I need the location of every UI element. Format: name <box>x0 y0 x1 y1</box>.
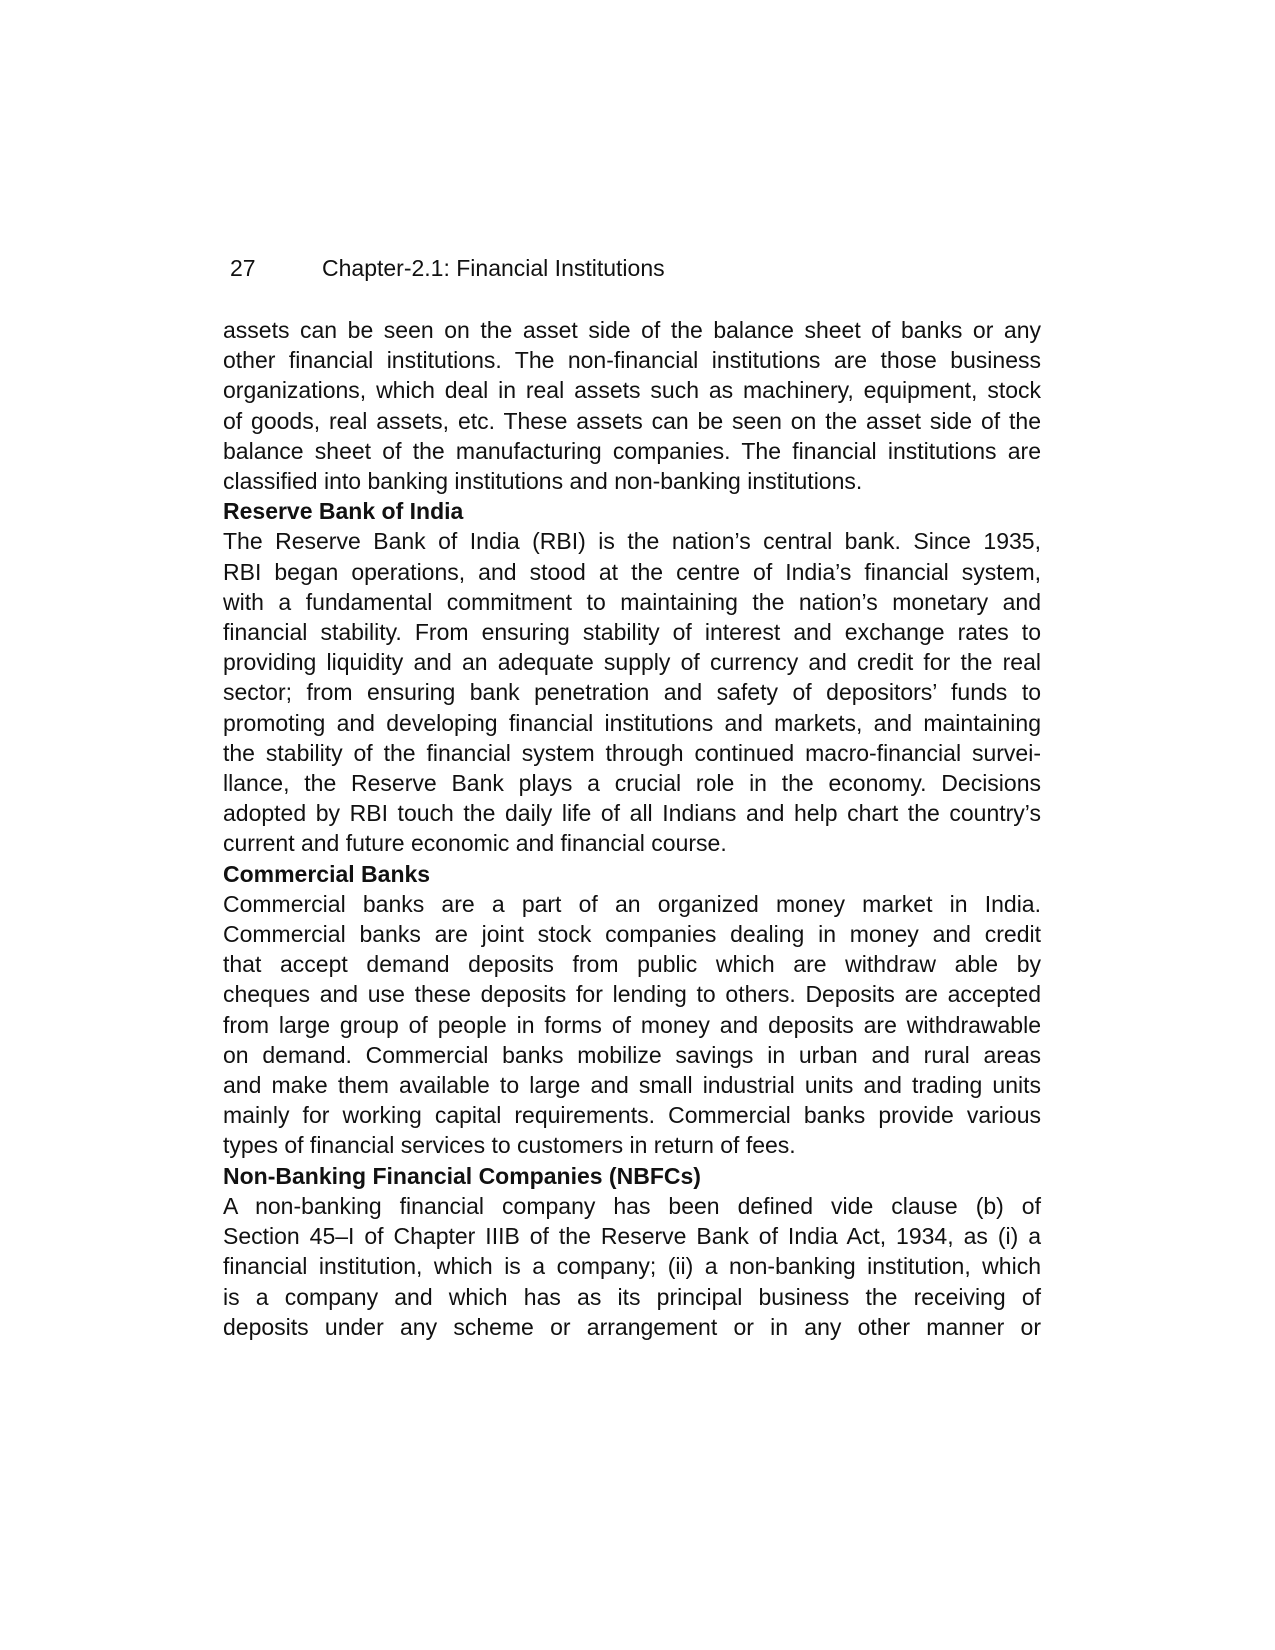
paragraph-line: RBI began operations, and stood at the centre of India’s financial system, <box>223 558 1041 585</box>
paragraph-line: financial stability. From ensuring stability of interest and exchange rates to <box>223 619 1041 646</box>
paragraph-line: from large group of people in forms of money and deposits are withdrawable <box>223 1011 1041 1038</box>
paragraph-line: Section 45–I of Chapter IIIB of the Reserve Bank of India Act, 1934, as (i) a <box>223 1223 1041 1250</box>
paragraph-line: cheques and use these deposits for lending to others. Deposits are accepted <box>223 981 1041 1008</box>
section-heading: Non-Banking Financial Companies (NBFCs) <box>223 1162 701 1189</box>
paragraph-line: providing liquidity and an adequate supply of currency and credit for the real <box>223 649 1041 676</box>
paragraph-line: assets can be seen on the asset side of the balance sheet of banks or any <box>223 317 1041 343</box>
paragraph-line: sector; from ensuring bank penetration and safety of depositors’ funds to <box>223 679 1041 706</box>
paragraph-line: financial institution, which is a company; (ii) a non-banking institution, which <box>223 1253 1041 1280</box>
page-header <box>230 253 665 283</box>
paragraph-line: mainly for working capital requirements. Commercial banks provide various <box>223 1102 1041 1129</box>
paragraph-line: other financial institutions. The non-financial institutions are those business <box>223 347 1041 374</box>
paragraph-line: of goods, real assets, etc. These assets can be seen on the asset side of the <box>223 407 1041 434</box>
paragraph-line: and make them available to large and small industrial units and trading units <box>223 1072 1041 1099</box>
page-body <box>223 315 1041 1342</box>
paragraph-line: The Reserve Bank of India (RBI) is the nation’s central bank. Since 1935, <box>223 528 1041 555</box>
paragraph-line: on demand. Commercial banks mobilize savings in urban and rural areas <box>223 1041 1041 1068</box>
paragraph-line: with a fundamental commitment to maintaining the nation’s monetary and <box>223 588 1041 615</box>
section-paragraph <box>223 526 1041 858</box>
section-paragraph <box>223 889 1041 1161</box>
paragraph-line: organizations, which deal in real assets such as machinery, equipment, stock <box>223 377 1041 404</box>
section-paragraph <box>223 315 1041 496</box>
paragraph-line: llance, the Reserve Bank plays a crucial role in the economy. Decisions <box>223 770 1041 797</box>
paragraph-line: A non-banking financial company has been defined vide clause (b) of <box>223 1192 1041 1219</box>
paragraph-line: the stability of the financial system through continued macro-financial survei- <box>223 739 1041 766</box>
paragraph-line: classified into banking institutions and non-banking institutions. <box>223 468 863 495</box>
paragraph-line: is a company and which has as its principal business the receiving of <box>223 1283 1041 1310</box>
paragraph-line: deposits under any scheme or arrangement or in any other manner or <box>223 1313 1041 1340</box>
paragraph-line: Commercial banks are joint stock companies dealing in money and credit <box>223 921 1041 948</box>
paragraph-line: Commercial banks are a part of an organized money market in India. <box>223 890 1041 917</box>
chapter-title: Chapter-2.1: Financial Institutions <box>322 255 665 281</box>
paragraph-line: types of financial services to customers in return of fees. <box>223 1132 796 1159</box>
paragraph-line: promoting and developing financial institutions and markets, and maintaining <box>223 709 1041 736</box>
paragraph-line: that accept demand deposits from public which are withdraw able by <box>223 951 1041 978</box>
section-heading: Reserve Bank of India <box>223 498 464 525</box>
section-heading: Commercial Banks <box>223 860 431 887</box>
paragraph-line: current and future economic and financial course. <box>223 830 727 857</box>
paragraph-line: adopted by RBI touch the daily life of all Indians and help chart the country’s <box>223 800 1041 827</box>
page-number: 27 <box>230 255 256 281</box>
section-paragraph <box>223 1191 1041 1342</box>
paragraph-line: balance sheet of the manufacturing companies. The financial institutions are <box>223 437 1041 464</box>
